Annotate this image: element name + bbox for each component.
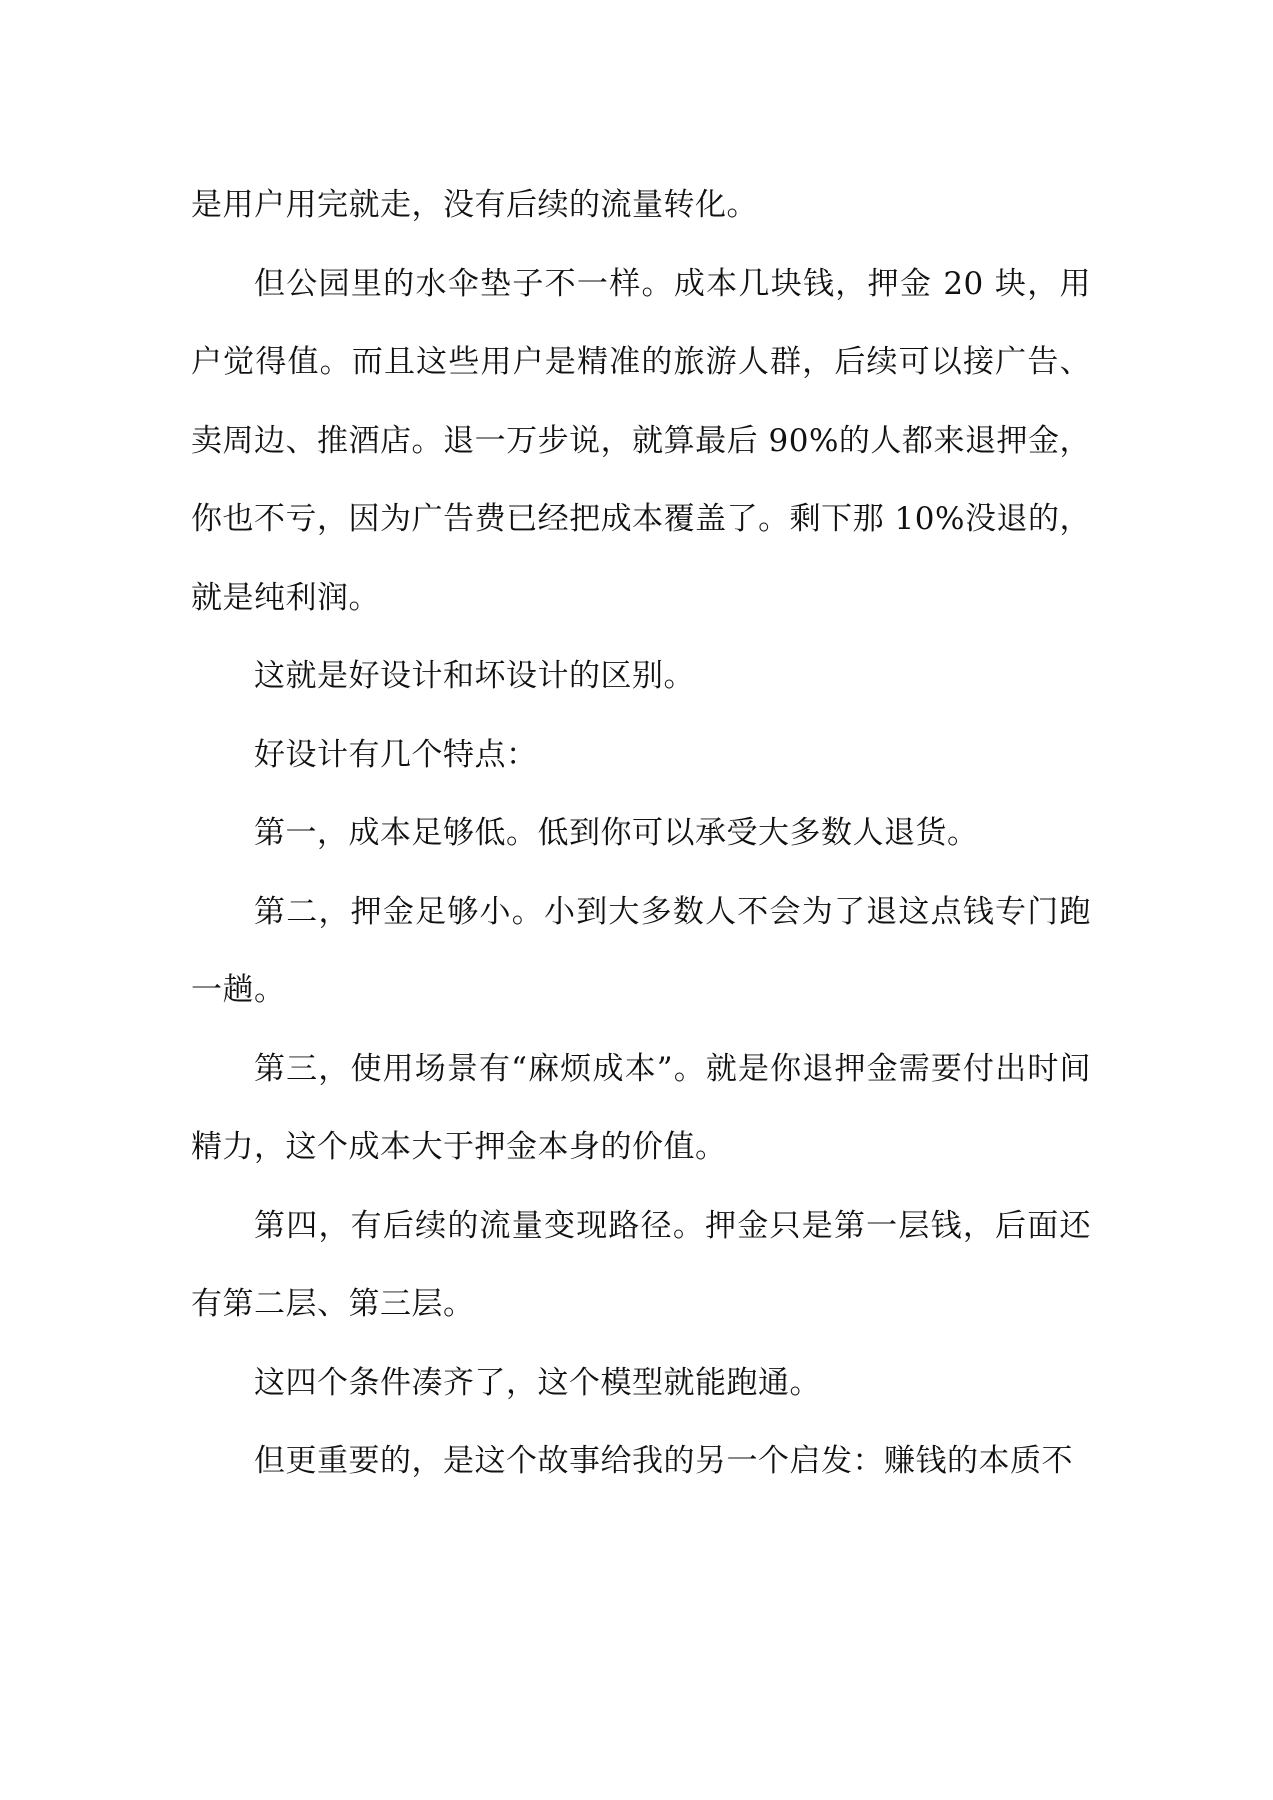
paragraph-10: 但更重要的，是这个故事给我的另一个启发：赚钱的本质不 <box>254 1443 1073 1479</box>
paragraph-3: 这就是好设计和坏设计的区别。 <box>254 658 695 694</box>
body-text <box>191 166 1091 1501</box>
paragraph-7: 第三，使用场景有“麻烦成本”。就是你退押金需要付出时间精力，这个成本大于押金本身的价值。 <box>191 1050 1091 1165</box>
paragraph-6: 第二，押金足够小。小到大多数人不会为了退这点钱专门跑一趟。 <box>191 893 1091 1008</box>
paragraph-9: 这四个条件凑齐了，这个模型就能跑通。 <box>254 1364 821 1401</box>
paragraph-5: 第一，成本足够低。低到你可以承受大多数人退货。 <box>254 815 979 851</box>
paragraph-1: 是用户用完就走，没有后续的流量转化。 <box>191 187 758 223</box>
paragraph-4: 好设计有几个特点： <box>254 736 538 773</box>
paragraph-2: 但公园里的水伞垫子不一样。成本几块钱，押金 20 块，用户觉得值。而且这些用户是精准的旅游人群，后续可以接广告、卖周边、推酒店。退一万步说，就算最后 90%的人都来退押金，你也不亏，因为广告费已经把成本覆盖了。剩下那 10%没退的，就是纯利润。 <box>191 265 1091 616</box>
paragraph-8: 第四，有后续的流量变现路径。押金只是第一层钱，后面还有第二层、第三层。 <box>191 1207 1091 1322</box>
